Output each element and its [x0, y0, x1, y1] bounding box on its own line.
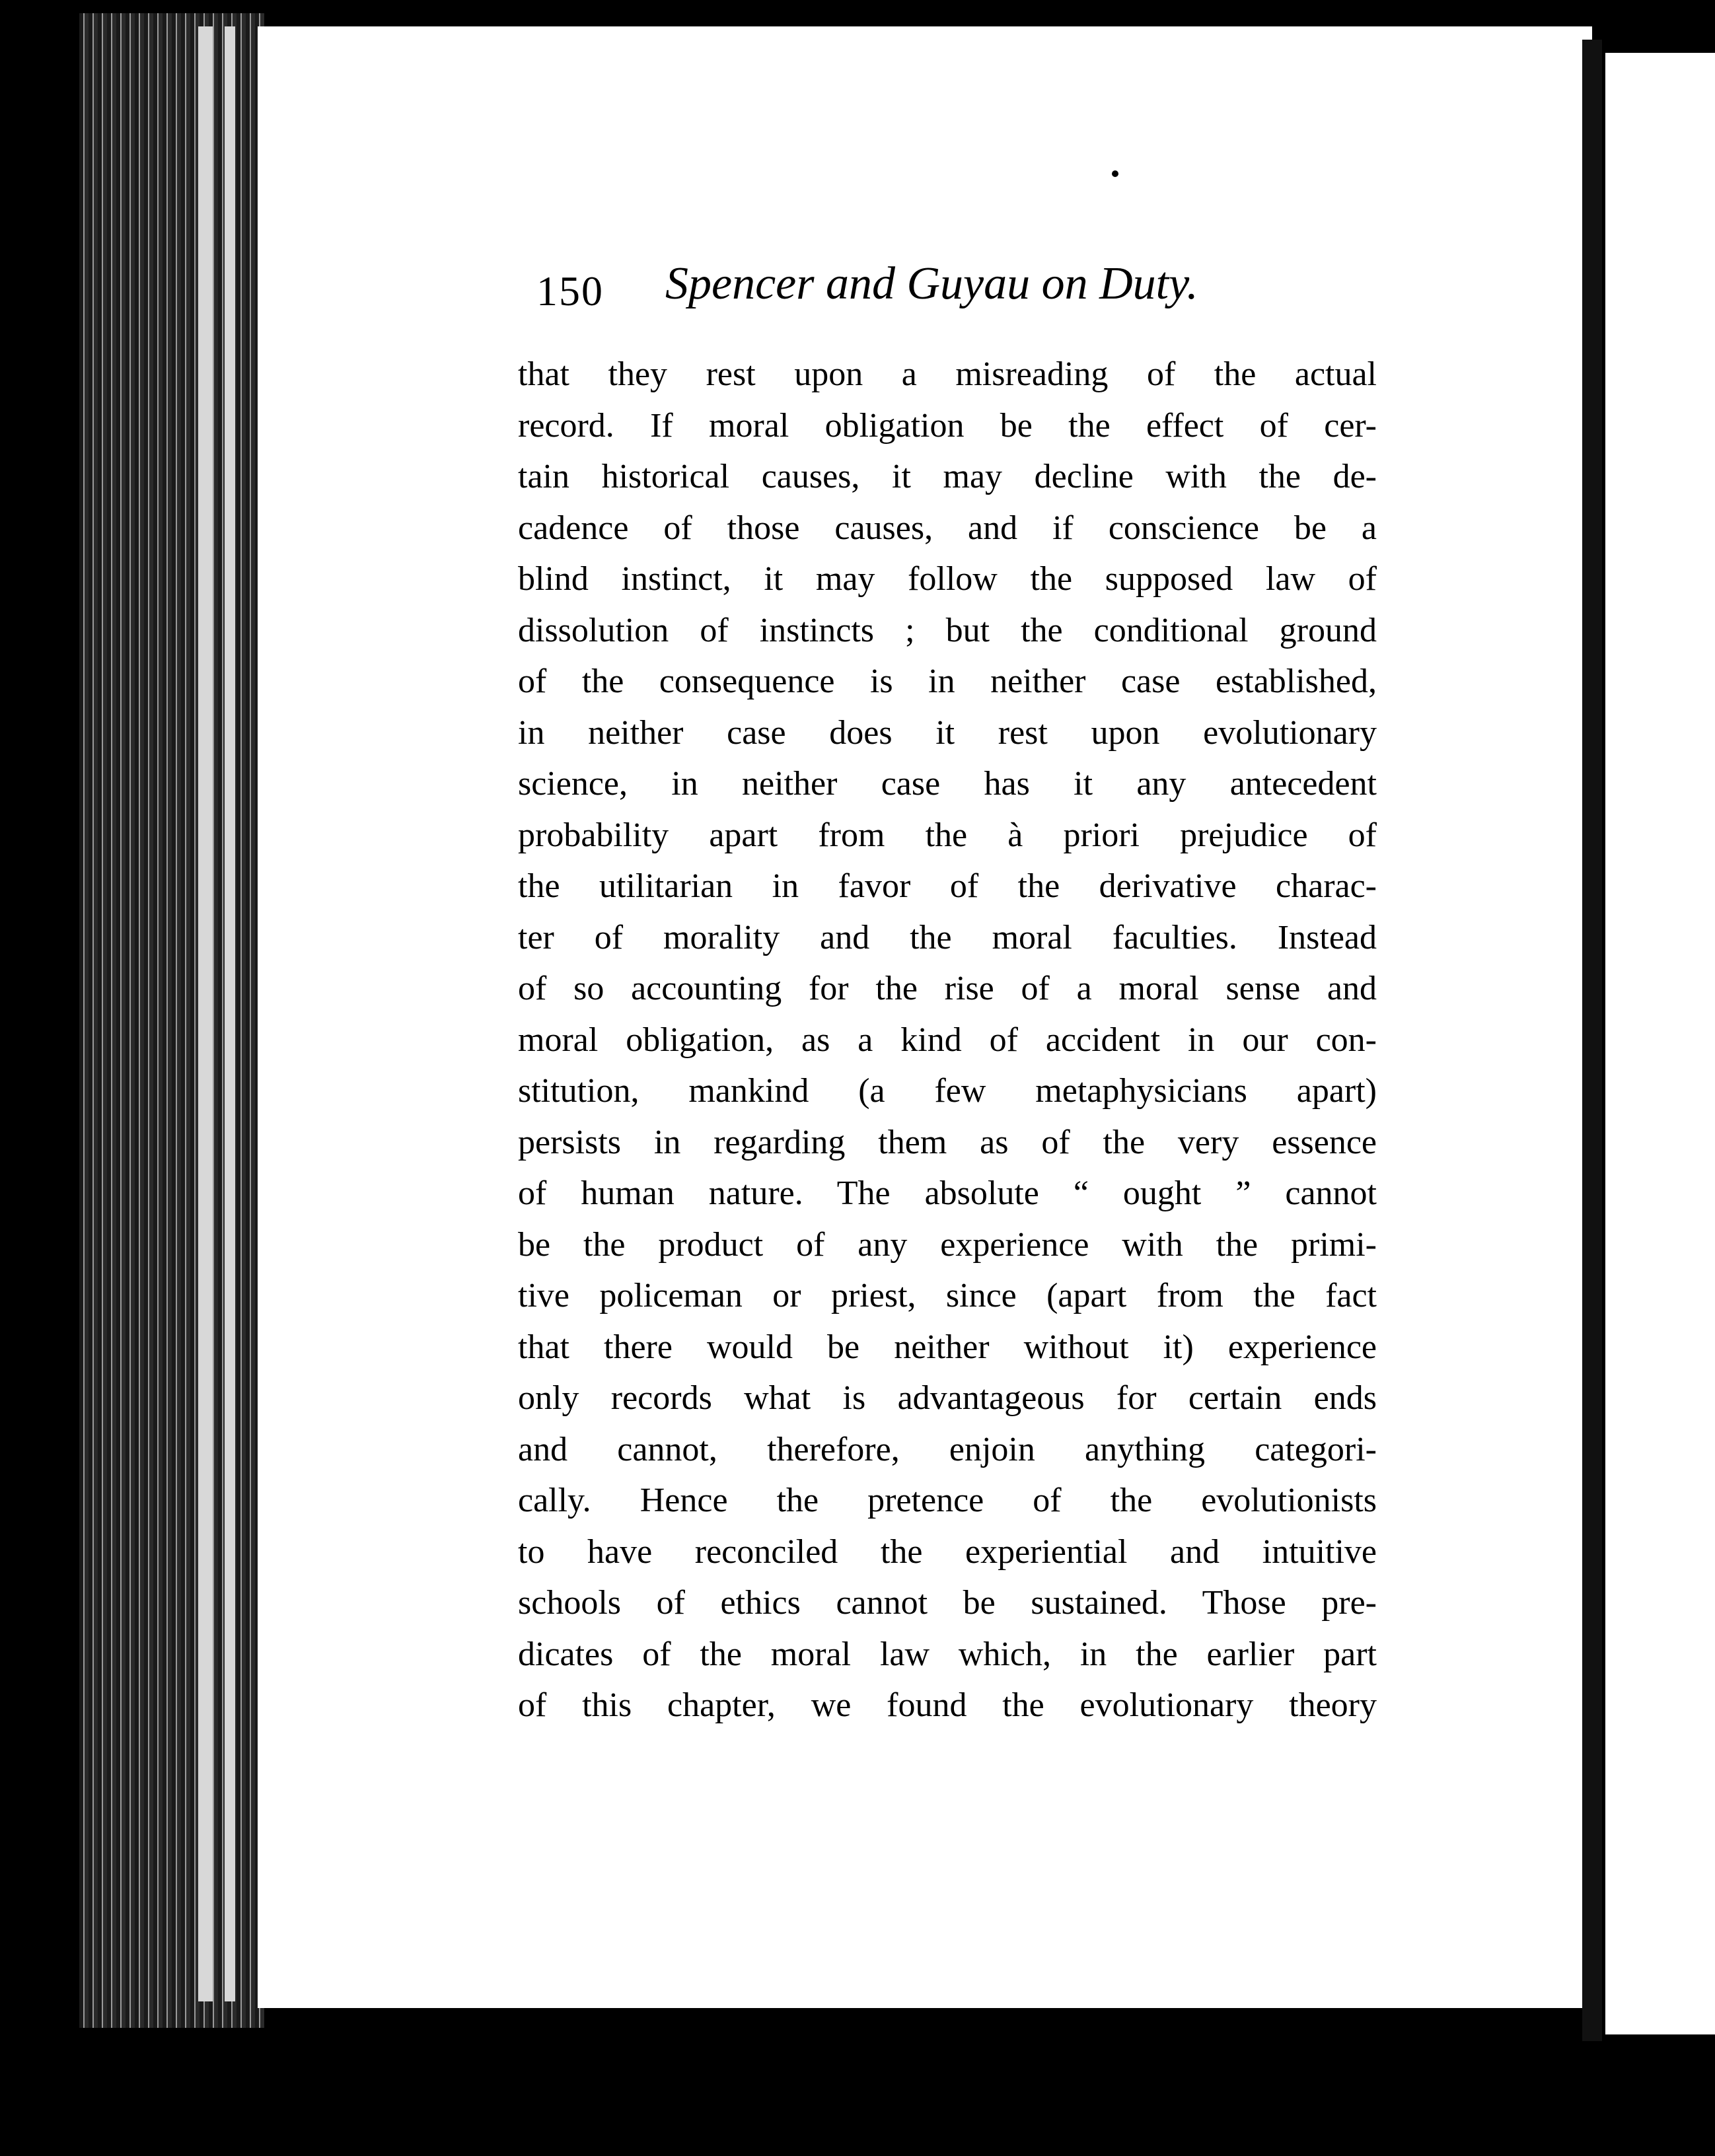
text-line: cadence of those causes, and if conscience be a: [518, 509, 1377, 547]
text-line: science, in neither case has it any antecedent: [518, 765, 1377, 803]
text-line: schools of ethics cannot be sustained. Those pre-: [518, 1584, 1377, 1622]
text-line: of this chapter, we found the evolutionary theory: [518, 1686, 1377, 1724]
text-line: probability apart from the à priori prejudice of: [518, 816, 1377, 854]
page-edge-stripe: [225, 26, 235, 2001]
ink-speck: [1112, 170, 1118, 177]
text-line: tain historical causes, it may decline with the de-: [518, 458, 1377, 495]
page-number: 150: [536, 268, 604, 314]
text-line: the utilitarian in favor of the derivative charac-: [518, 867, 1377, 905]
text-line: persists in regarding them as of the very essence: [518, 1123, 1377, 1161]
page-stack: [79, 13, 264, 2028]
body-text: [518, 349, 1377, 1731]
page-header: [536, 258, 1276, 330]
text-line: dicates of the moral law which, in the earlier part: [518, 1635, 1377, 1673]
text-line: record. If moral obligation be the effect of cer-: [518, 406, 1377, 445]
text-line: that they rest upon a misreading of the actual: [518, 355, 1377, 393]
text-line: dissolution of instincts ; but the conditional ground: [518, 611, 1377, 649]
page-edge-stripe: [198, 26, 213, 2001]
text-line: only records what is advantageous for certain ends: [518, 1379, 1377, 1417]
text-line: blind instinct, it may follow the supposed law of: [518, 560, 1377, 598]
text-line: and cannot, therefore, enjoin anything categori-: [518, 1430, 1377, 1468]
text-line: to have reconciled the experiential and intuitive: [518, 1532, 1377, 1571]
text-line: tive policeman or priest, since (apart from the fact: [518, 1277, 1377, 1314]
text-line: of so accounting for the rise of a moral sense and: [518, 970, 1377, 1007]
facing-page: [1605, 53, 1715, 2034]
text-line: that there would be neither without it) experience: [518, 1328, 1377, 1366]
text-line: ter of morality and the moral faculties. Instead: [518, 918, 1377, 956]
text-line: moral obligation, as a kind of accident in our con-: [518, 1021, 1377, 1059]
gutter-shadow: [1582, 40, 1602, 2041]
text-line: be the product of any experience with the primi-: [518, 1225, 1377, 1264]
running-title: Spencer and Guyau on Duty.: [665, 258, 1198, 309]
text-line: in neither case does it rest upon evolutionary: [518, 713, 1377, 752]
text-line: cally. Hence the pretence of the evolutionists: [518, 1482, 1377, 1519]
text-line: of human nature. The absolute “ ought ” cannot: [518, 1174, 1377, 1212]
text-line: of the consequence is in neither case established,: [518, 663, 1377, 700]
text-line: stitution, mankind (a few metaphysicians apart): [518, 1072, 1377, 1110]
